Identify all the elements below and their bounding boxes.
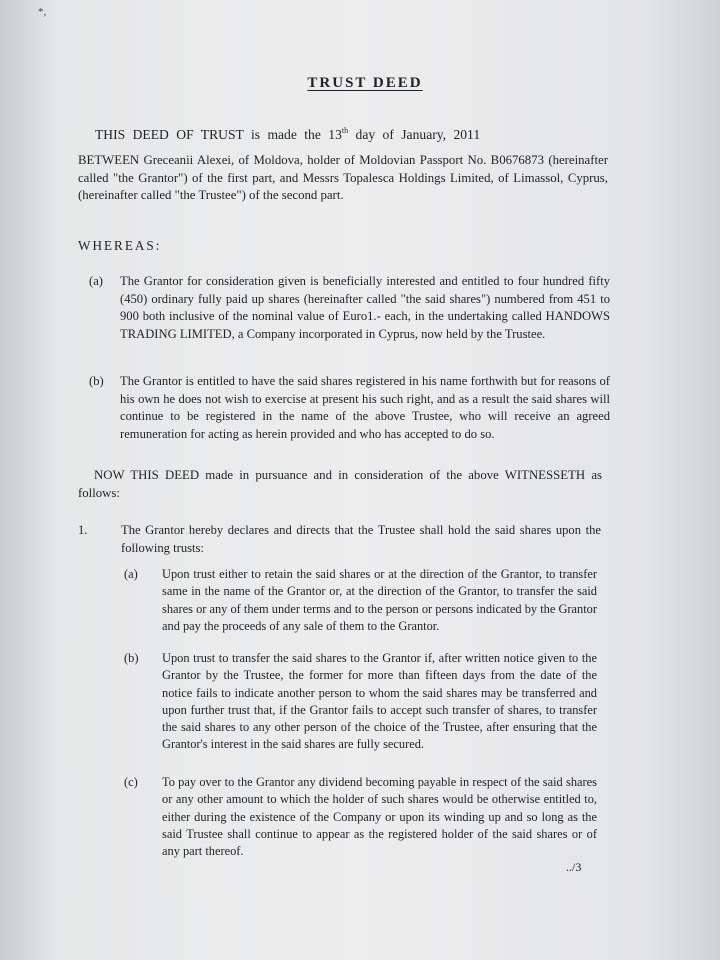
clause-1-label: 1. [78,523,88,537]
ordinal-suffix: th [341,126,349,135]
recital-a-text: The Grantor for consideration given is beneficially interested and entitled to four hundred fifty (450) ordinary fully paid up shares (hereinafter called "the said shares") numbered from 451 to 900 both inclusive of the nominal value of Euro1.- each, in the undertaking called HANDOWS TRADING LIMITED, a Company incorporated in Cyprus, now held by the Trustee. [120,274,610,341]
opening-prefix: THIS DEED OF TRUST is made the 13 [95,127,342,142]
subclause-c-label: (c) [124,775,138,789]
subclause-b-label: (b) [124,651,139,665]
recital-b-label: (b) [89,374,104,388]
title-text: TRUST DEED [307,75,423,91]
recital-b-text: The Grantor is entitled to have the said shares registered in his name forthwith but for reasons of his own he does not wish to exercise at present his such right, and as a result the said shares will continue to be registered in the name of the above Trustee, who will receive an agreed remuneration for acting as herein provided and who has accepted to do so. [120,374,610,441]
subclause-b-text: Upon trust to transfer the said shares to the Grantor if, after written notice given to the Grantor by the Trustee, the former for more than fifteen days from the date of the notice fails to indicate another person to whom the said shares may be transferred and upon further trust that, if the Grantor fails to accept such transfer of shares, to transfer the said shares to any other person of the choice of the Trustee, after ensuring that the Grantor's interest in the said shares are fully secured. [162,651,597,752]
subclause-c-text: To pay over to the Grantor any dividend becoming payable in respect of the said shares or any other amount to which the holder of such shares would be otherwise entitled to, either during the existence of the Company or upon its winding up and so long as the said Trustee shall continue to appear as the registered holder of the said shares or of any part thereof. [162,775,597,859]
opening-suffix: day of January, 2011 [348,127,481,142]
clause-1-text: The Grantor hereby declares and directs that the Trustee shall hold the said shares upon the following trusts: [121,523,601,555]
document-title [0,75,720,92]
page-continuation: ../3 [566,860,582,874]
between-paragraph: BETWEEN Greceanii Alexei, of Moldova, holder of Moldovian Passport No. B0676873 (hereinafter called "the Grantor") of the first part, and Messrs Topalesca Holdings Limited, of Limassol, Cyprus, (hereinafter called "the Trustee") of the second part. [78,153,608,203]
subclause-a-text: Upon trust either to retain the said shares or at the direction of the Grantor, to transfer same in the name of the Grantor or, at the direction of the Grantor, to transfer the said shares or any of them under terms and to the person or persons indicated by the Grantor and pay the proceeds of any sale of them to the Grantor. [162,567,597,633]
corner-mark: *, [38,6,47,18]
recital-a-label: (a) [89,274,103,288]
now-this-deed-paragraph: NOW THIS DEED made in pursuance and in consideration of the above WITNESSETH as follows: [78,468,602,500]
subclause-a-label: (a) [124,567,138,581]
opening-line [95,122,480,144]
whereas-heading: WHEREAS: [78,238,162,253]
